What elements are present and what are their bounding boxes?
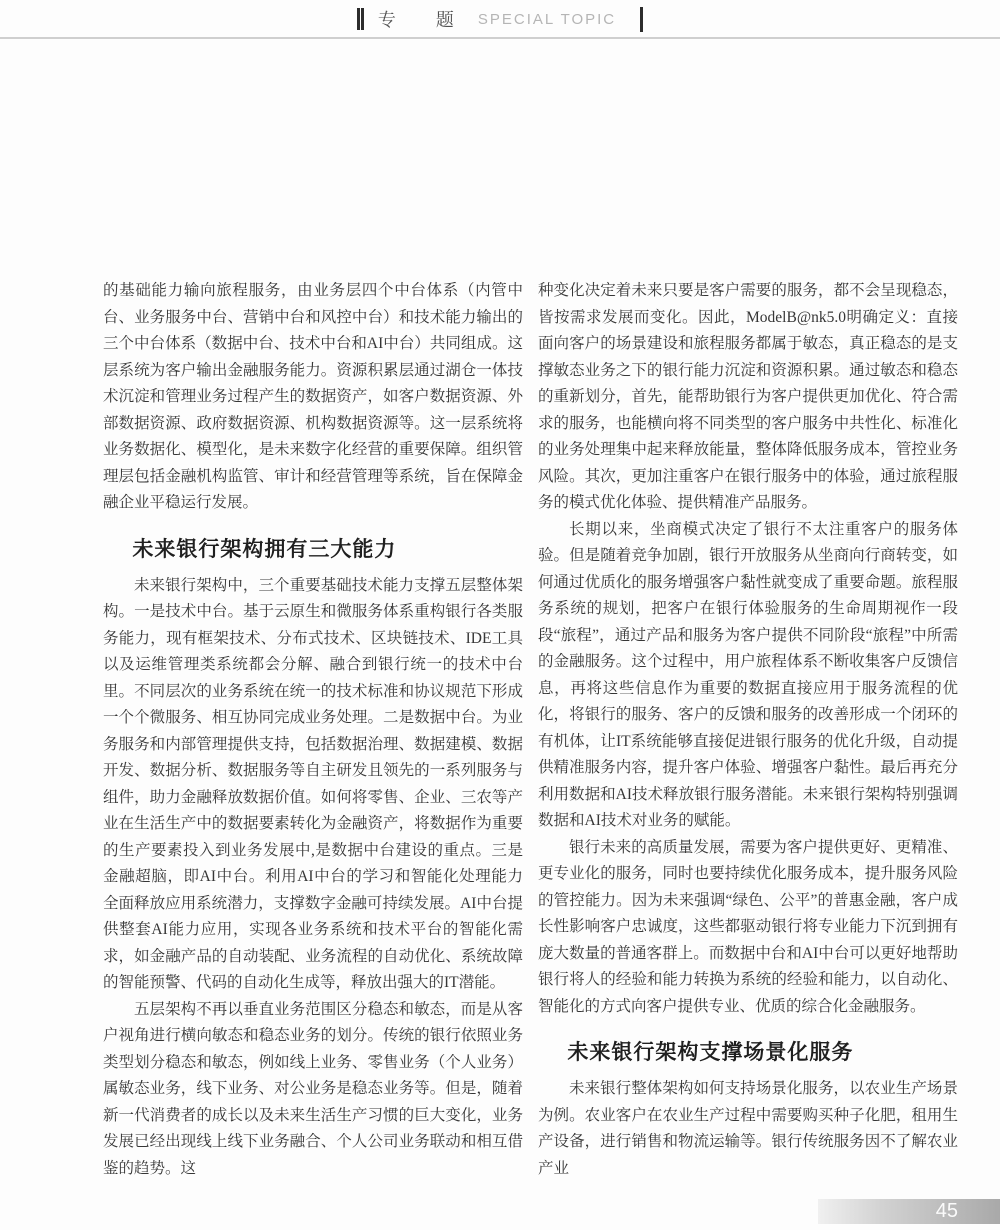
paragraph: 未来银行架构中，三个重要基础技术能力支撑五层整体架构。一是技术中台。基于云原生和微服务体系重构银行各类服务能力，现有框架技术、分布式技术、区块链技术、IDE工具以及运维管理类系统都会分解、融合到银行统一的技术中台里。不同层次的业务系统在统一的技术标准和协议规范下形成一个个微服务、相互协同完成业务处理。二是数据中台。为业务服务和内部管理提供支持，包括数据治理、数据建模、数据开发、数据分析、数据服务等自主研发且领先的一系列服务与组件，助力金融释放数据价值。如何将零售、企业、三农等产业在生活生产中的数据要素转化为金融资产，将数据作为重要的生产要素投入到业务发展中,是数据中台建设的重点。三是金融超脑，即AI中台。利用AI中台的学习和智能化处理能力全面释放应用系统潜力，支撑数字金融可持续发展。AI中台提供整套AI能力应用，实现各业务系统和技术平台的智能化需求，如金融产品的自动装配、业务流程的自动优化、系统故障的智能预警、代码的自动化生成等，释放出强大的IT潜能。 [103,576,523,991]
paragraph: 银行未来的高质量发展，需要为客户提供更好、更精准、更专业化的服务，同时也要持续优化服务成本，提升服务风险的管控能力。因为未来强调“绿色、公平”的普惠金融，客户成长性影响客户忠诚度，这些都驱动银行将专业能力下沉到拥有庞大数量的普通客群上。而数据中台和AI中台可以更好地帮助银行将人的经验和能力转换为系统的经验和能力，以自动化、智能化的方式向客户提供专业、优质的综合化金融服务。 [538,838,958,1015]
right-column [538,278,958,1182]
paragraph: 未来银行整体架构如何支持场景化服务，以农业生产场景为例。农业客户在农业生产过程中需要购买种子化肥，租用生产设备，进行销售和物流运输等。银行传统服务因不了解农业产业 [538,1080,958,1177]
paragraph: 五层架构不再以垂直业务范围区分稳态和敏态，而是从客户视角进行横向敏态和稳态业务的划分。传统的银行依照业务类型划分稳态和敏态，例如线上业务、零售业务（个人业务）属敏态业务，线下业务、对公业务是稳态业务等。但是，随着新一代消费者的成长以及未来生活生产习惯的巨大变化，业务发展已经出现线上线下业务融合、个人公司业务联动和相互借鉴的趋势。这 [103,1000,523,1177]
section-heading: 未来银行架构拥有三大能力 [132,537,397,561]
running-head-title-zh: 专 题 [377,10,464,30]
running-head [0,6,1000,32]
paragraph: 种变化决定着未来只要是客户需要的服务，都不会呈现稳态，皆按需求发展而变化。因此，ModelB@nk5.0明确定义：直接面向客户的场景建设和旅程服务都属于敏态，真正稳态的是支撑敏态业务之下的银行能力沉淀和资源积累。通过敏态和稳态的重新划分，首先，能帮助银行为客户提供更加优化、符合需求的服务，也能横向将不同类型的客户服务中共性化、标准化的业务处理集中起来释放能量，整体降低服务成本，管控业务风险。其次，更加注重客户在银行服务中的体验，通过旅程服务的模式优化体验、提供精准产品服务。 [538,282,958,511]
running-head-title-en: SPECIAL TOPIC [477,10,617,28]
page-number: 45 [935,1200,958,1222]
page-number-bar [818,1199,1000,1224]
double-bar-icon [357,8,364,30]
single-bar-icon [640,7,643,32]
article-body [103,278,958,1182]
header-divider-line [0,37,1000,39]
left-column [103,278,523,1182]
paragraph: 的基础能力输向旅程服务，由业务层四个中台体系（内管中台、业务服务中台、营销中台和风控中台）和技术能力输出的三个中台体系（数据中台、技术中台和AI中台）共同组成。这层系统为客户输出金融服务能力。资源积累层通过湖仓一体技术沉淀和管理业务过程产生的数据资产，如客户数据资源、外部数据资源、政府数据资源、机构数据资源等。这一层系统将业务数据化、模型化，是未来数字化经营的重要保障。组织管理层包括金融机构监管、审计和经营管理等系统，旨在保障金融企业平稳运行发展。 [103,282,523,511]
section-heading: 未来银行架构支撑场景化服务 [567,1041,854,1064]
paragraph: 长期以来，坐商模式决定了银行不太注重客户的服务体验。但是随着竞争加剧，银行开放服务从坐商向行商转变，如何通过优质化的服务增强客户黏性就变成了重要命题。旅程服务系统的规划，把客户在银行体验服务的生命周期视作一段段“旅程”，通过产品和服务为客户提供不同阶段“旅程”中所需的金融服务。这个过程中，用户旅程体系不断收集客户反馈信息，再将这些信息作为重要的数据直接应用于服务流程的优化，将银行的服务、客户的反馈和服务的改善形成一个闭环的有机体，让IT系统能够直接促进银行服务的优化升级，自动提供精准服务内容，提升客户体验、增强客户黏性。最后再充分利用数据和AI技术释放银行服务潜能。未来银行架构特别强调数据和AI技术对业务的赋能。 [538,520,958,829]
